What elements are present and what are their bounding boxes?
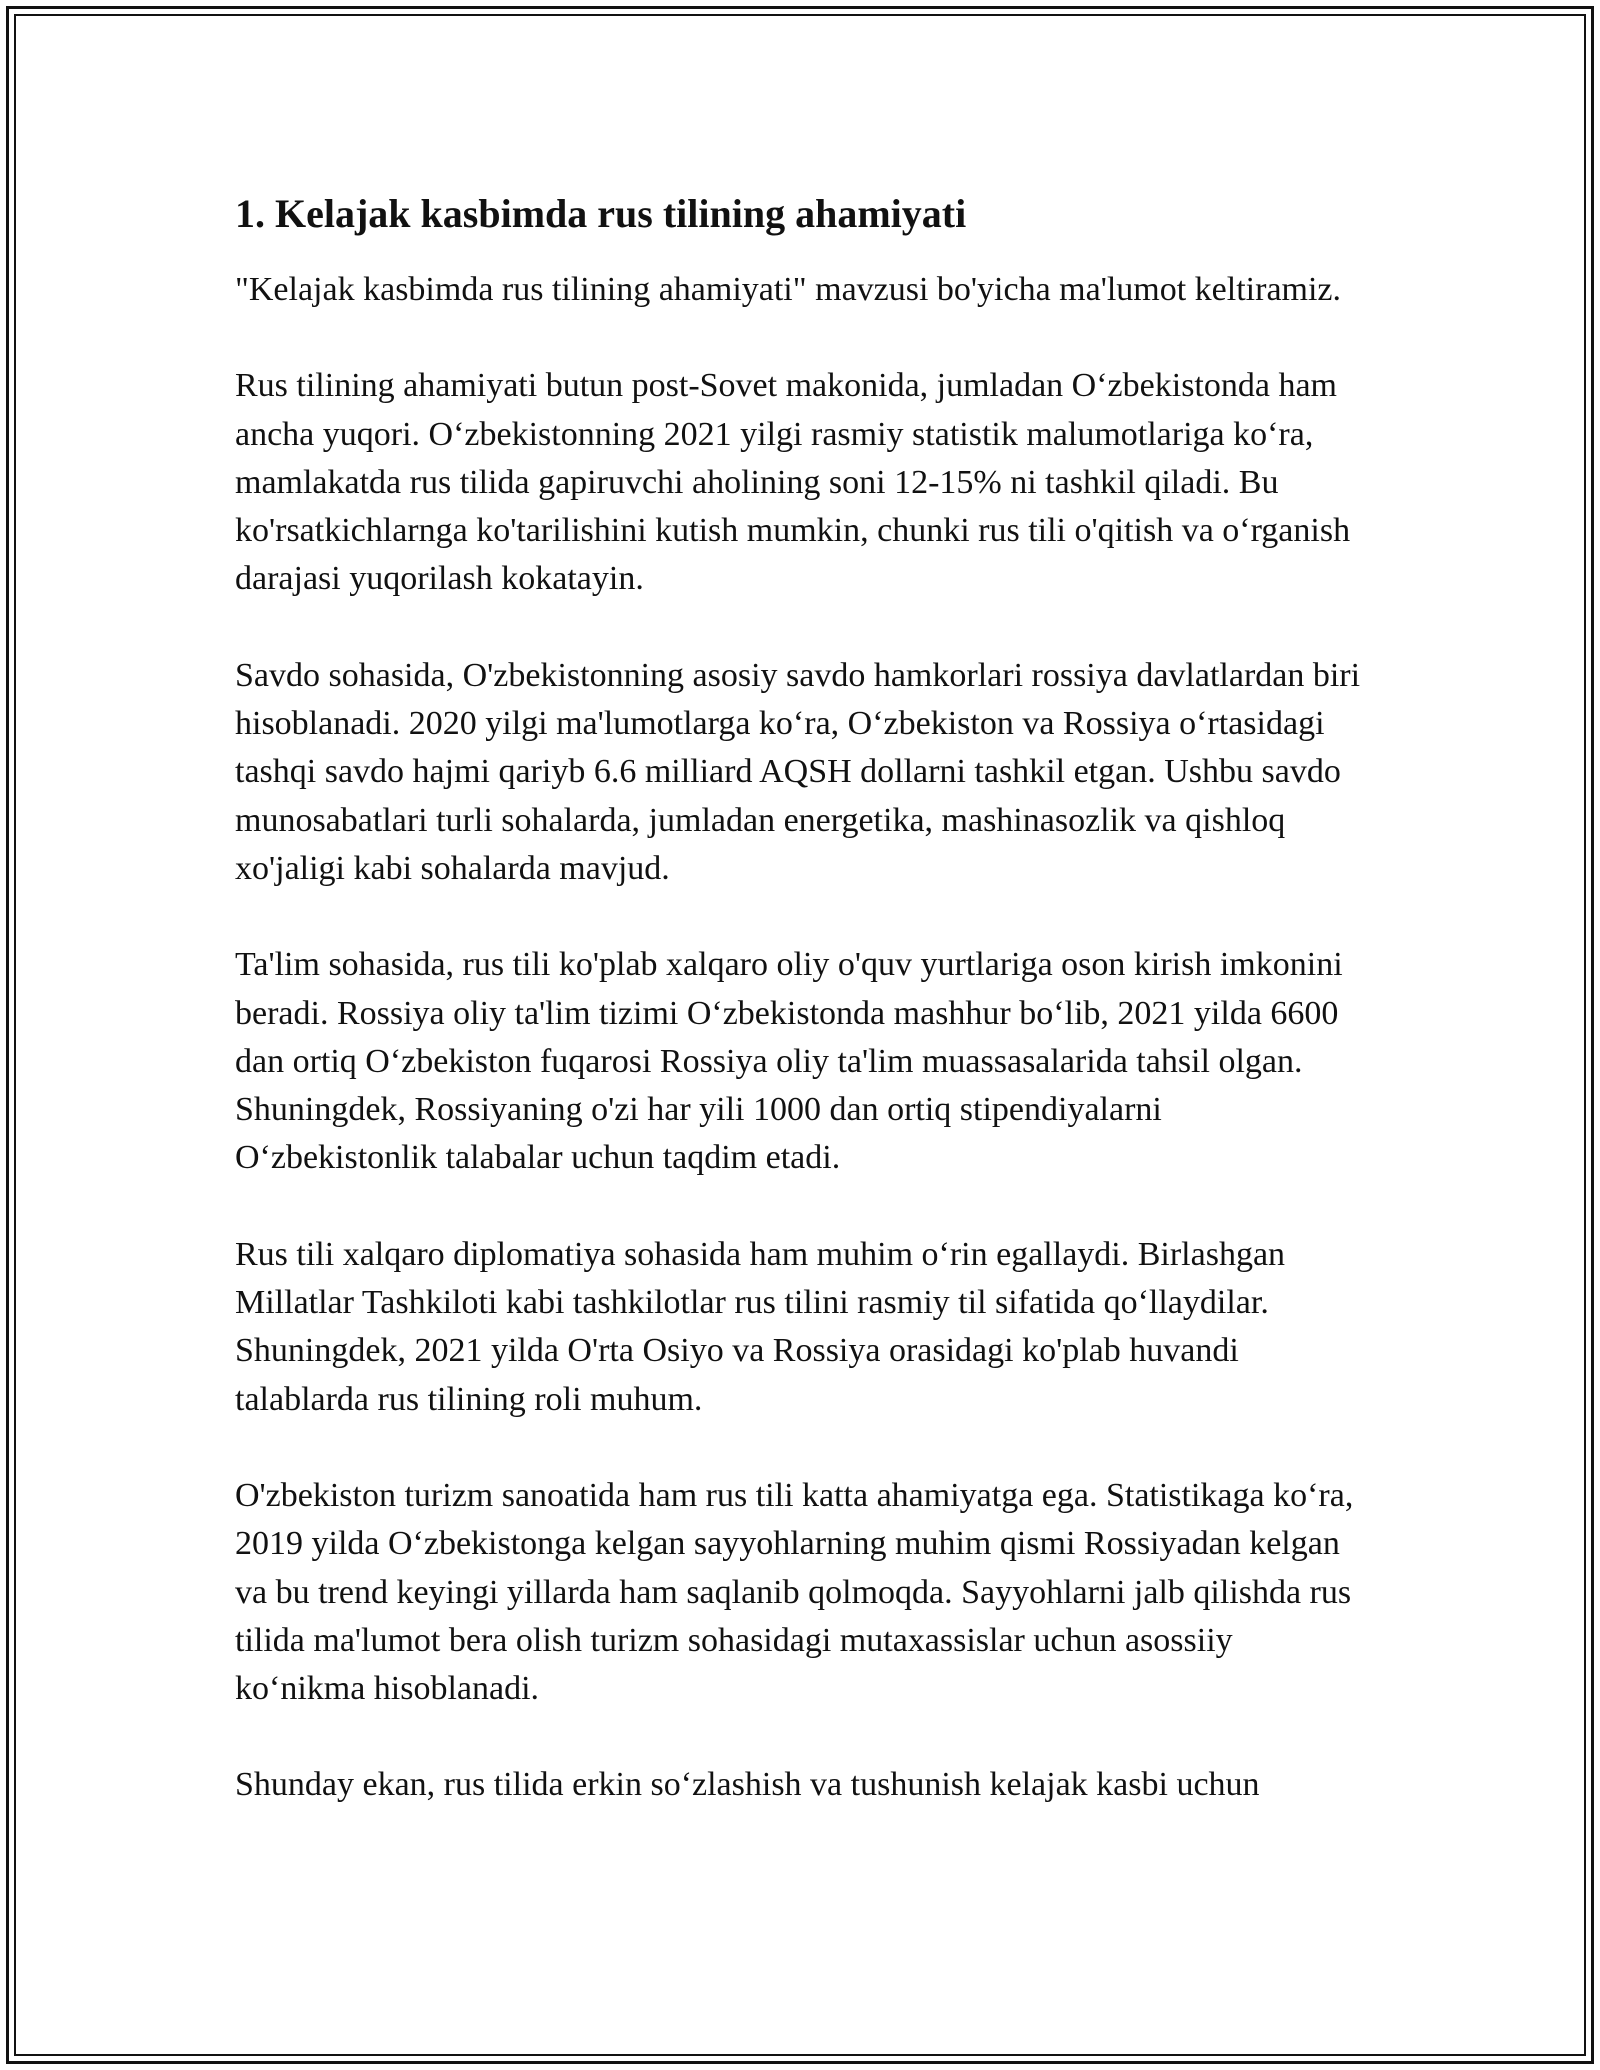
paragraph-conclusion: Shunday ekan, rus tilida erkin soʻzlashish va tushunish kelajak kasbi uchun — [235, 1766, 1260, 1804]
paragraph-post-soviet: Rus tilining ahamiyati butun post-Sovet makonida, jumladan Oʻzbekistonda ham ancha yuqori. Oʻzbekistonning 2021 yilgi rasmiy statistik malumotlariga koʻra, mamlakatda rus tilida gapiruvchi aholining soni 12-15% ni tashkil qiladi. Bu ko'rsatkichlarnga ko'tarilishini kutish mumkin, chunki rus tili o'qitish va oʻrganish darajasi yuqorilash kokatayin. — [235, 367, 1351, 598]
document-body — [235, 186, 1365, 1858]
paragraph-tourism: O'zbekiston turizm sanoatida ham rus tili katta ahamiyatga ega. Statistikaga koʻra, 2019 yilda Oʻzbekistonga kelgan sayyohlarning muhim qismi Rossiyadan kelgan va bu trend keyingi yillarda ham saqlanib qolmoqda. Sayyohlarni jalb qilishda rus tilida ma'lumot bera olish turizm sohasidagi mutaxassislar uchun asossiiy koʻnikma hisoblanadi. — [235, 1476, 1354, 1708]
paragraph-diplomacy: Rus tili xalqaro diplomatiya sohasida ham muhim oʻrin egallaydi. Birlashgan Millatlar Tashkiloti kabi tashkilotlar rus tilini rasmiy til sifatida qoʻllaydilar. Shuningdek, 2021 yilda O'rta Osiyo va Rossiya orasidagi ko'plab huvandi talablarda rus tilining roli muhum. — [235, 1235, 1286, 1418]
paragraph-intro: "Kelajak kasbimda rus tilining ahamiyati" mavzusi bo'yicha ma'lumot keltiramiz. — [235, 271, 1342, 308]
paragraph-education: Ta'lim sohasida, rus tili ko'plab xalqaro oliy o'quv yurtlariga oson kirish imkonini beradi. Rossiya oliy ta'lim tizimi Oʻzbekistonda mashhur boʻlib, 2021 yilda 6600 dan ortiq Oʻzbekiston fuqarosi Rossiya oliy ta'lim muassasalarida tahsil olgan. Shuningdek, Rossiyaning o'zi har yili 1000 dan ortiq stipendiyalarni Oʻzbekistonlik talabalar uchun taqdim etadi. — [235, 946, 1343, 1177]
paragraph-trade: Savdo sohasida, O'zbekistonning asosiy savdo hamkorlari rossiya davlatlardan biri hisoblanadi. 2020 yilgi ma'lumotlarga koʻra, Oʻzbekiston va Rossiya oʻrtasidagi tashqi savdo hajmi qariyb 6.6 milliard AQSH dollarni tashkil etgan. Ushbu savdo munosabatlari turli sohalarda, jumladan energetika, mashinasozlik va qishloq xo'jaligi kabi sohalarda mavjud. — [235, 656, 1361, 887]
document-title: 1. Kelajak kasbimda rus tilining ahamiyati — [235, 191, 967, 236]
